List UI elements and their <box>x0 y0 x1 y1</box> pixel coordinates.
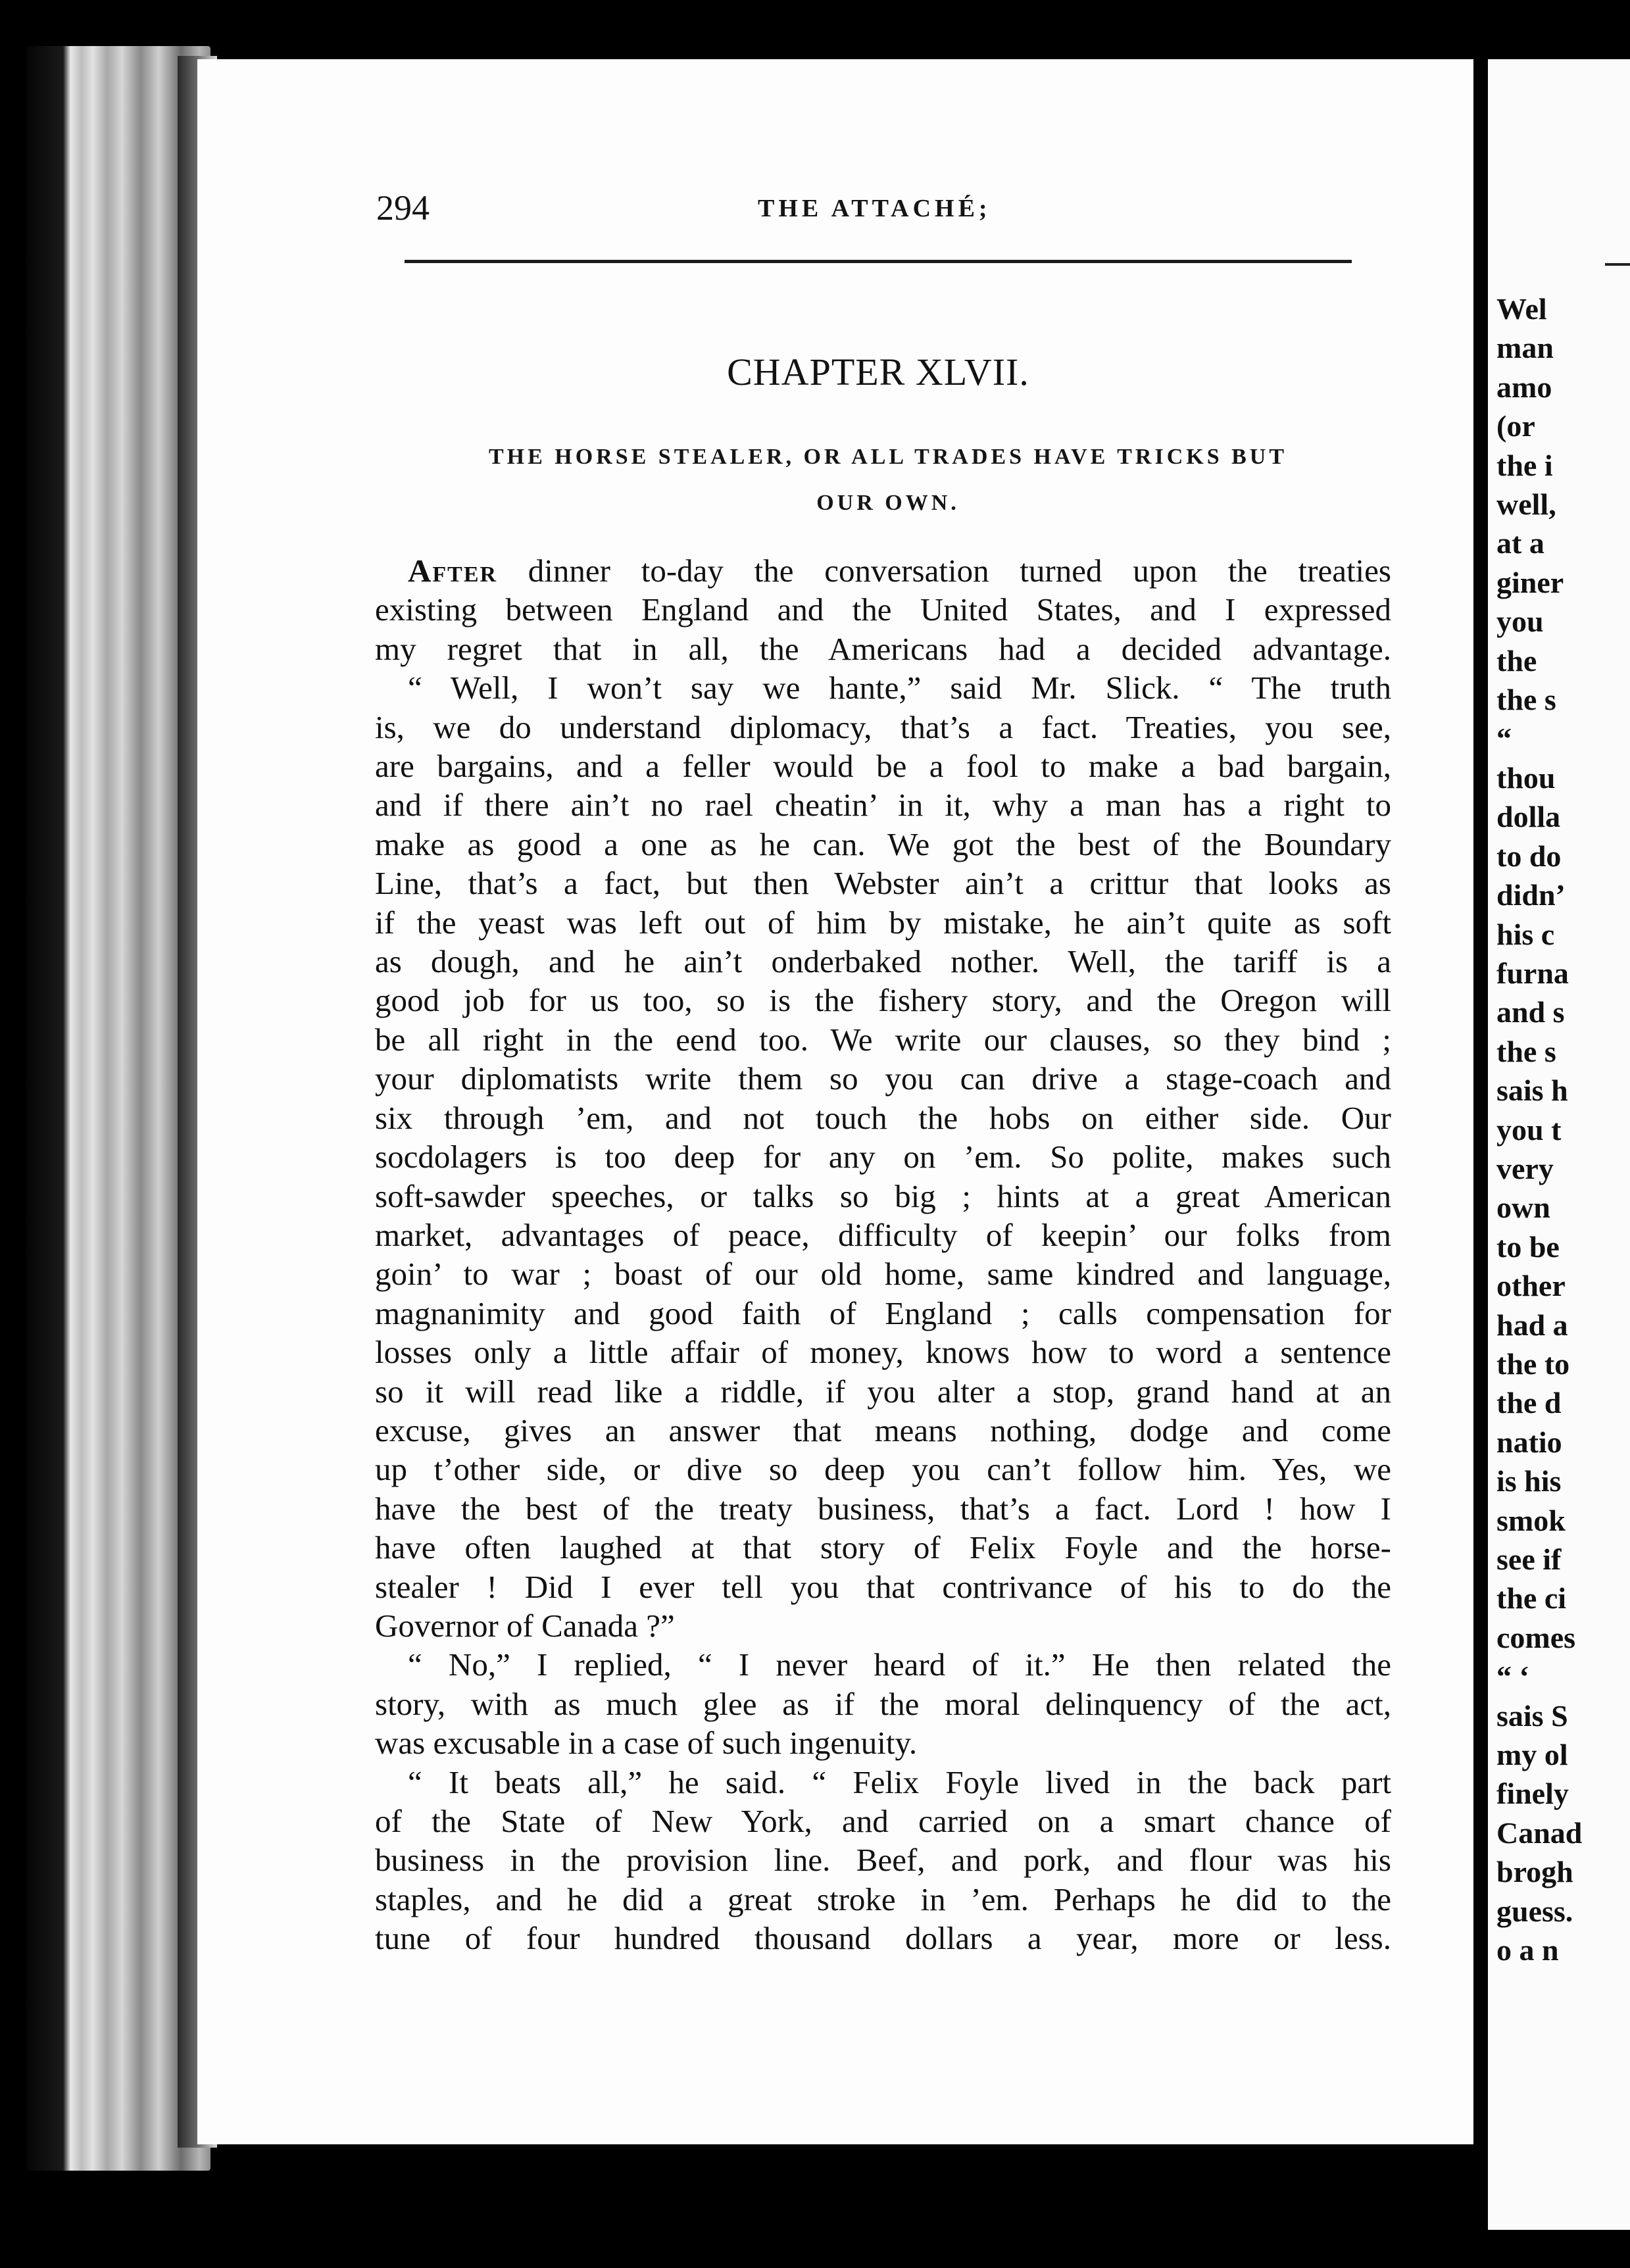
facing-line: the s <box>1496 683 1556 717</box>
body-text <box>375 551 1391 1958</box>
facing-line: sais S <box>1496 1698 1568 1733</box>
facing-line: to be <box>1496 1229 1560 1264</box>
text-line: are bargains, and a feller would be a fool to make a bad bargain, <box>375 748 1391 785</box>
text-line: good job for us too, so is the fishery story, and the Oregon will <box>375 982 1391 1019</box>
facing-line: Canad <box>1496 1815 1583 1850</box>
facing-line: o a n <box>1496 1933 1559 1967</box>
text-line: tune of four hundred thousand dollars a year, more or less. <box>375 1920 1391 1957</box>
text-line: business in the provision line. Beef, and pork, and flour was his <box>375 1842 1391 1879</box>
text-line: market, advantages of peace, difficulty of keepin’ our folks from <box>375 1216 1391 1253</box>
text-line: “ Well, I won’t say we hante,” said Mr. Slick. “ The truth <box>408 670 1391 706</box>
text-line: as dough, and he ain’t onderbaked nother. Well, the tariff is a <box>375 943 1391 980</box>
facing-line: is his <box>1496 1464 1562 1498</box>
facing-line: guess. <box>1496 1894 1573 1928</box>
facing-line: amo <box>1496 370 1552 404</box>
chapter-subtitle <box>421 434 1355 526</box>
facing-line: you t <box>1496 1112 1562 1146</box>
facing-line: you <box>1496 604 1544 639</box>
facing-line: the <box>1496 643 1537 678</box>
text-line: make as good a one as he can. We got the best of the Boundary <box>375 826 1391 862</box>
facing-line: furna <box>1496 956 1569 990</box>
facing-line: the d <box>1496 1386 1562 1420</box>
opening-word: After <box>408 553 498 589</box>
chapter-title: CHAPTER XLVII. <box>727 351 1029 393</box>
text-line: be all right in the eend too. We write our clauses, so they bind ; <box>375 1021 1391 1058</box>
facing-line: his c <box>1496 917 1555 951</box>
facing-line: the i <box>1496 448 1553 482</box>
text-line: so it will read like a riddle, if you alter a stop, grand hand at an <box>375 1373 1391 1410</box>
facing-line: brogh <box>1496 1855 1573 1889</box>
subtitle-line: OUR OWN. <box>816 491 960 515</box>
facing-line: very <box>1496 1151 1554 1185</box>
facing-line: my ol <box>1496 1738 1568 1772</box>
text-line-rest: dinner to-day the conversation turned upon the treaties <box>497 553 1391 589</box>
running-head <box>376 187 1350 240</box>
facing-line: Wel <box>1496 292 1547 326</box>
facing-line: had a <box>1496 1308 1568 1342</box>
text-line: have the best of the treaty business, that’s a fact. Lord ! how I <box>375 1490 1391 1527</box>
text-line: staples, and he did a great stroke in ’em. Perhaps he did to the <box>375 1881 1391 1917</box>
text-line: of the State of New York, and carried on a smart chance of <box>375 1803 1391 1839</box>
text-line: socdolagers is too deep for any on ’em. So polite, makes such <box>375 1139 1391 1175</box>
text-line: Governor of Canada ?” <box>375 1607 675 1644</box>
facing-page-text <box>1496 289 1630 1969</box>
facing-line: other <box>1496 1269 1566 1303</box>
subtitle-line: THE HORSE STEALER, OR ALL TRADES HAVE TRICKS BUT <box>488 445 1288 469</box>
text-line: and if there ain’t no rael cheatin’ in it, why a man has a right to <box>375 787 1391 824</box>
text-line: six through ’em, and not touch the hobs on either side. Our <box>375 1099 1391 1136</box>
text-line: your diplomatists write them so you can drive a stage-coach and <box>375 1060 1391 1097</box>
text-line: Line, that’s a fact, but then Webster ain’t a crittur that looks as <box>375 865 1391 902</box>
facing-line: didn’ <box>1496 878 1566 912</box>
text-line: is, we do understand diplomacy, that’s a fact. Treaties, you see, <box>375 708 1391 745</box>
text-line: “ It beats all,” he said. “ Felix Foyle lived in the back part <box>408 1763 1391 1800</box>
facing-line: comes <box>1496 1620 1576 1654</box>
text-line: story, with as much glee as if the moral delinquency of the act, <box>375 1685 1391 1722</box>
text-line: if the yeast was left out of him by mistake, he ain’t quite as soft <box>375 904 1391 941</box>
facing-line: well, <box>1496 487 1556 522</box>
header-rule <box>405 260 1352 263</box>
text-line: soft-sawder speeches, or talks so big ; hints at a great American <box>375 1177 1391 1214</box>
facing-line: smok <box>1496 1503 1566 1537</box>
text-line: “ No,” I replied, “ I never heard of it.” He then related the <box>408 1646 1391 1683</box>
facing-line: finely <box>1496 1777 1569 1811</box>
facing-line: man <box>1496 331 1554 365</box>
text-line: my regret that in all, the Americans had a decided advantage. <box>375 630 1391 667</box>
text-line: stealer ! Did I ever tell you that contrivance of his to do the <box>375 1568 1391 1605</box>
facing-line: to do <box>1496 839 1562 873</box>
facing-line: the to <box>1496 1346 1570 1381</box>
facing-line: natio <box>1496 1425 1562 1459</box>
facing-line: and s <box>1496 995 1565 1029</box>
text-line: magnanimity and good faith of England ; calls compensation for <box>375 1294 1391 1331</box>
facing-line: own <box>1496 1191 1550 1225</box>
facing-page-rule <box>1605 263 1630 266</box>
facing-line: “ ‘ <box>1496 1660 1529 1694</box>
facing-line: thou <box>1496 760 1556 795</box>
text-line: was excusable in a case of such ingenuity. <box>375 1725 918 1762</box>
facing-line: the s <box>1496 1034 1556 1068</box>
text-line: excuse, gives an answer that means nothing, dodge and come <box>375 1412 1391 1448</box>
facing-line: see if <box>1496 1542 1562 1576</box>
text-line: losses only a little affair of money, knows how to word a sentence <box>375 1334 1391 1371</box>
facing-line: giner <box>1496 565 1564 599</box>
page-number: 294 <box>376 188 430 228</box>
facing-line: (or <box>1496 409 1535 443</box>
text-line: existing between England and the United States, and I expressed <box>375 591 1391 628</box>
text-line: up t’other side, or dive so deep you can’t follow him. Yes, we <box>375 1451 1391 1488</box>
text-line: goin’ to war ; boast of our old home, same kindred and language, <box>375 1256 1391 1293</box>
running-title: THE ATTACHÉ; <box>758 195 991 222</box>
facing-line: the ci <box>1496 1581 1567 1615</box>
facing-line: at a <box>1496 526 1544 560</box>
facing-line: “ <box>1496 722 1512 756</box>
facing-line: dolla <box>1496 800 1561 834</box>
text-line <box>375 551 1391 590</box>
text-line: have often laughed at that story of Felix Foyle and the horse- <box>375 1529 1391 1566</box>
facing-line: sais h <box>1496 1073 1568 1108</box>
